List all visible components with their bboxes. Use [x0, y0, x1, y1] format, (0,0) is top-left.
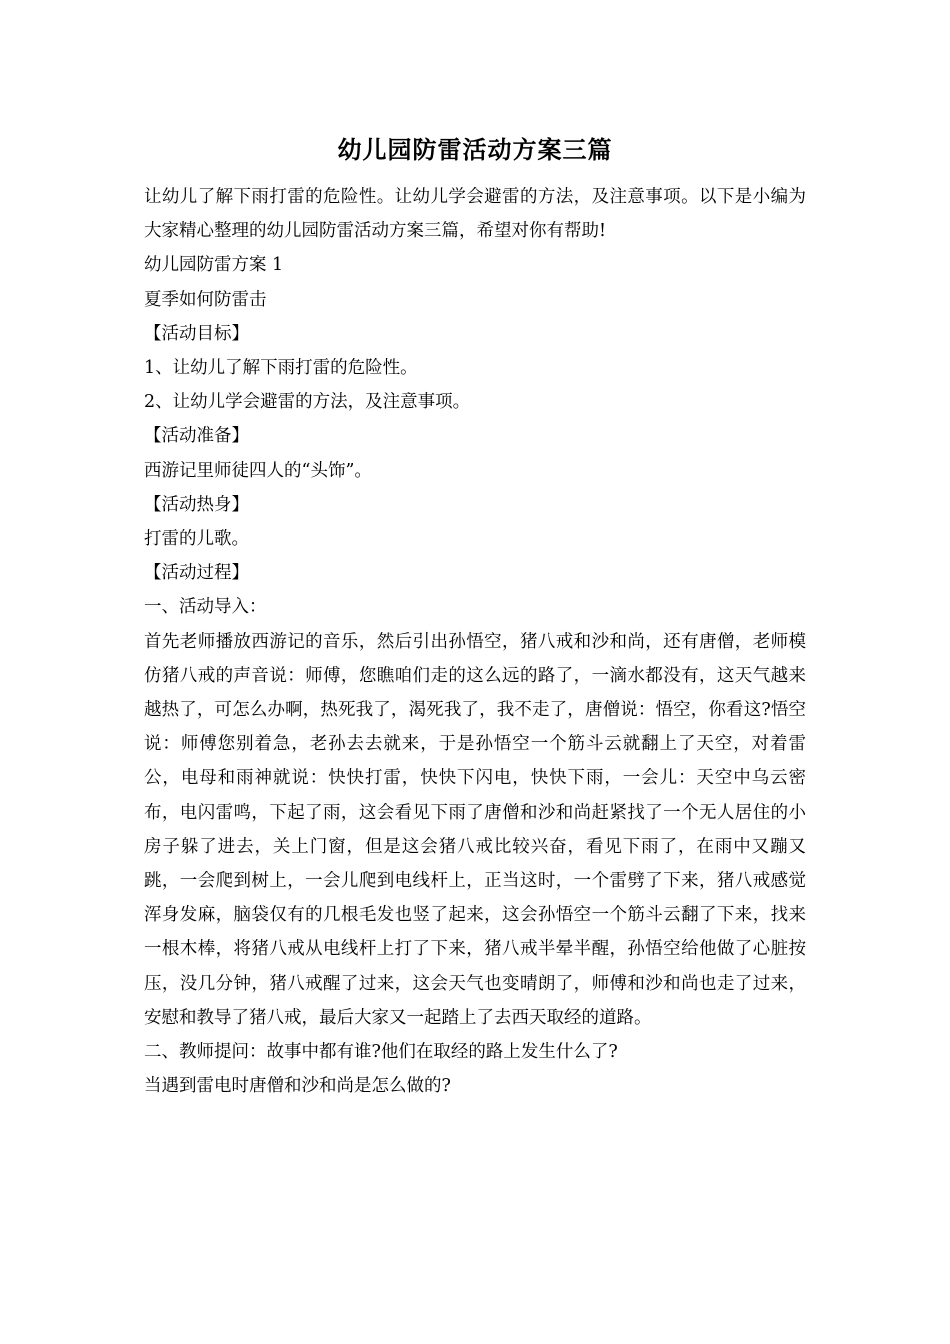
goal-item: 1、让幼儿了解下雨打雷的危险性。	[144, 358, 418, 379]
step-heading: 二、教师提问：故事中都有谁?他们在取经的路上发生什么了?	[144, 1042, 618, 1063]
question-paragraph: 当遇到雷电时唐僧和沙和尚是怎么做的?	[144, 1076, 451, 1097]
intro-paragraph: 让幼儿了解下雨打雷的危险性。让幼儿学会避雷的方法，及注意事项。以下是小编为大家精心整理的幼儿园防雷活动方案三篇，希望对你有帮助!	[144, 187, 806, 242]
document-title: 幼儿园防雷活动方案三篇	[337, 135, 613, 164]
subtitle: 夏季如何防雷击	[144, 289, 267, 310]
paragraph: 西游记里师徒四人的“头饰”。	[144, 460, 372, 481]
story-paragraph: 首先老师播放西游记的音乐，然后引出孙悟空，猪八戒和沙和尚，还有唐僧，老师模仿猪八戒的声音说：师傅，您瞧咱们走的这么远的路了，一滴水都没有，这天气越来越热了，可怎么办啊，热死我了，渴死我了，我不走了，唐僧说：悟空，你看这?悟空说：师傅您别着急，老孙去去就来，于是孙悟空一个筋斗云就翻上了天空，对着雷公，电母和雨神就说：快快打雷，快快下闪电，快快下雨，一会儿：天空中乌云密布，电闪雷鸣，下起了雨，这会看见下雨了唐僧和沙和尚赶紧找了一个无人居住的小房子躲了进去，关上门窗，但是这会猪八戒比较兴奋，看见下雨了，在雨中又蹦又跳，一会爬到树上，一会儿爬到电线杆上，正当这时，一个雷劈了下来，猪八戒感觉浑身发麻，脑袋仅有的几根毛发也竖了起来，这会孙悟空一个筋斗云翻了下来，找来一根木棒，将猪八戒从电线杆上打了下来，猪八戒半晕半醒，孙悟空给他做了心脏按压，没几分钟，猪八戒醒了过来，这会天气也变晴朗了，师傅和沙和尚也走了过来，安慰和教导了猪八戒，最后大家又一起踏上了去西天取经的道路。	[144, 631, 806, 1028]
document-body	[144, 180, 806, 1103]
bracket-heading: 【活动目标】	[144, 323, 249, 344]
step-heading: 一、活动导入：	[144, 597, 267, 618]
bracket-heading: 【活动准备】	[144, 426, 249, 447]
section-heading: 幼儿园防雷方案 1	[144, 255, 284, 276]
paragraph: 打雷的儿歌。	[144, 529, 249, 550]
bracket-heading: 【活动过程】	[144, 563, 249, 584]
goal-item: 2、让幼儿学会避雷的方法，及注意事项。	[144, 392, 471, 413]
bracket-heading: 【活动热身】	[144, 494, 249, 515]
